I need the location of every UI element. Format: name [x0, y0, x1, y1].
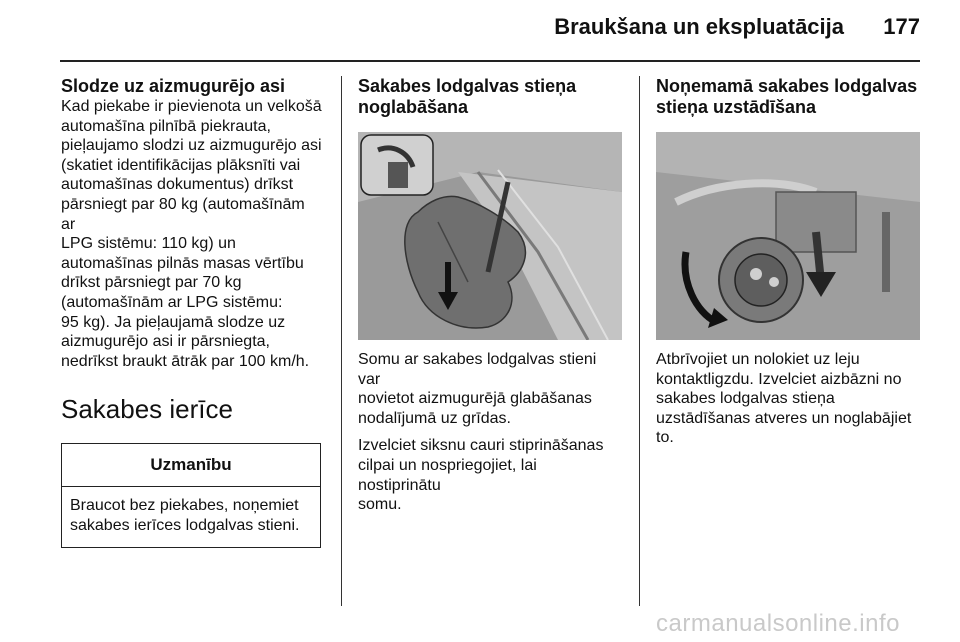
chapter-title: Braukšana un ekspluatācija [554, 14, 844, 39]
page-header [0, 0, 960, 60]
column-1 [61, 76, 323, 548]
towing-section-title: Sakabes ierīce [61, 394, 233, 425]
column-2 [358, 76, 622, 515]
column-divider-2 [639, 76, 640, 606]
storage-paragraph-2: Izvelciet siksnu cauri stiprināšanas cilpai un nospriegojiet, lai nostiprinātu somu. [358, 437, 604, 514]
installation-illustration [656, 132, 920, 340]
rear-axle-heading: Slodze uz aizmugurējo asi [61, 76, 286, 96]
column-divider [341, 76, 342, 606]
header-divider [60, 60, 920, 62]
caution-title: Uzmanību [62, 444, 320, 487]
caution-box [61, 443, 321, 547]
caution-text: Braucot bez piekabes, noņemiet sakabes ierīces lodgalvas stieni. [70, 497, 300, 534]
storage-heading: Sakabes lodgalvas stieņa noglabāšana [358, 76, 577, 117]
page-number: 177 [883, 14, 920, 39]
storage-illustration [358, 132, 622, 340]
storage-paragraph-1: Somu ar sakabes lodgalvas stieni var novietot aizmugurējā glabāšanas nodalījumā uz grīdas. [358, 351, 597, 427]
column-3 [656, 76, 920, 448]
rear-axle-paragraph: Kad piekabe ir pievienota un velkošā automašīna pilnībā piekrauta, pieļaujamo slodzi uz aizmugurējo asi (skatiet identifikācijas plāksnīti vai automašīnas dokumentus) drīkst pārsniegt par 80 kg (automašīnām ar LPG sistēmu: 110 kg) un automašīnas pilnās masas vērtību drīkst pārsniegt par 70 kg (automašīnām ar LPG sistēmu: 95 kg). Ja pieļaujamā slodze uz aizmugurējo asi ir pārsniegta, nedrīkst braukt ātrāk par 100 km/h. [61, 98, 322, 370]
installation-heading: Noņemamā sakabes lodgalvas stieņa uzstādīšana [656, 76, 918, 117]
watermark: carmanualsonline.info [656, 610, 900, 637]
installation-paragraph: Atbrīvojiet un nolokiet uz leju kontaktligzdu. Izvelciet aizbāzni no sakabes lodgalvas stieņa uzstādīšanas atveres un noglabājiet to. [656, 351, 912, 447]
